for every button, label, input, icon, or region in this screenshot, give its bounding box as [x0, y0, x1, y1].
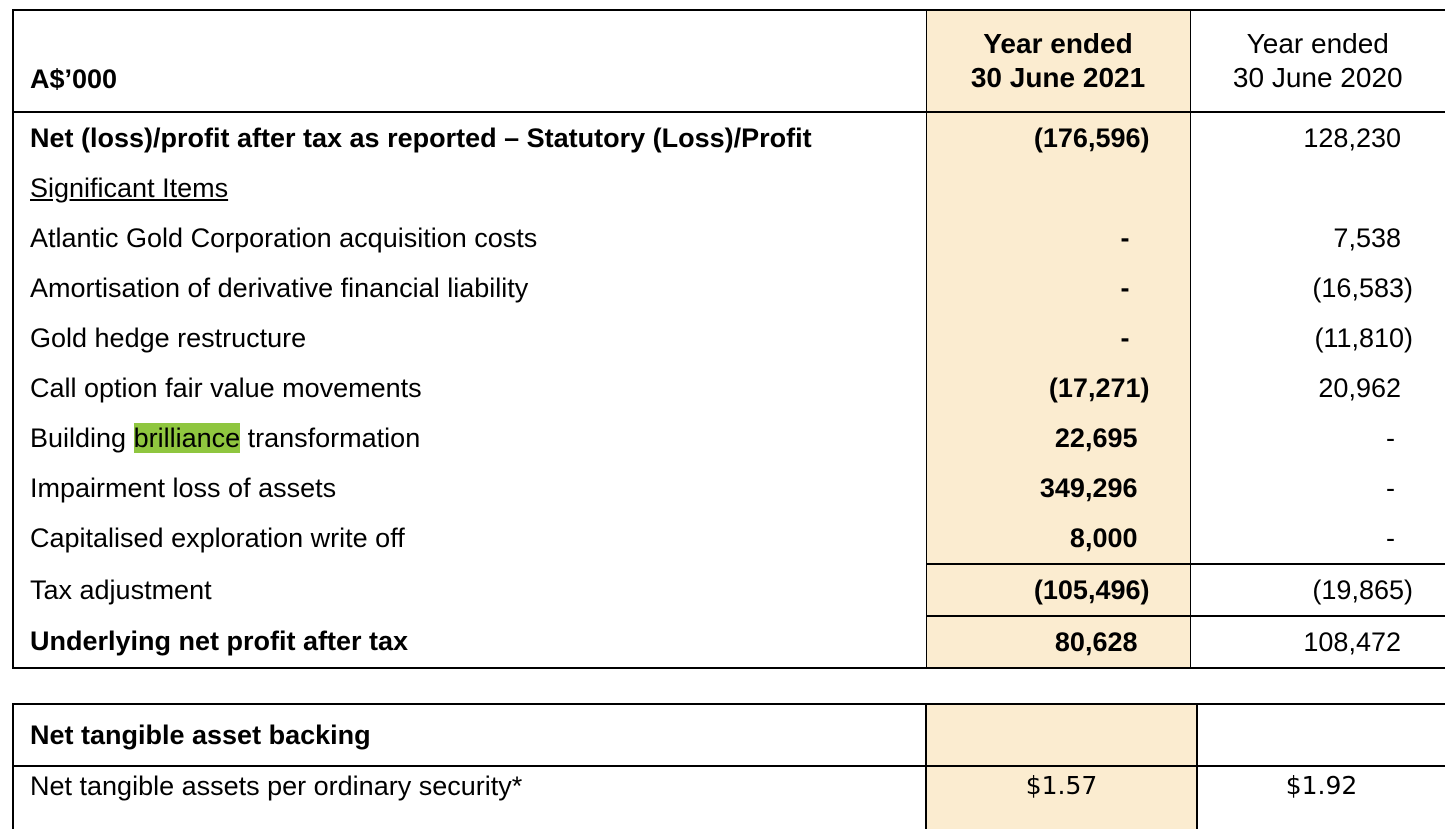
value-2021: 349,296: [926, 463, 1190, 513]
nta-backing-table: [12, 703, 1445, 829]
value-2021: -: [926, 213, 1190, 263]
row-label: Gold hedge restructure: [13, 313, 926, 363]
value-2020: (11,810): [1190, 313, 1445, 363]
table-row: [13, 766, 1445, 829]
column-header-2021-line1: Year ended: [927, 27, 1190, 61]
table-header-row: [13, 10, 1445, 112]
table-row: [13, 313, 1445, 363]
column-header-2020-line1: Year ended: [1191, 27, 1445, 61]
table-row: [13, 263, 1445, 313]
table-row: [13, 213, 1445, 263]
nta-header-2021-cell: [926, 704, 1197, 766]
table-row: [13, 564, 1445, 616]
value-2020: 128,230: [1190, 112, 1445, 163]
row-label: Call option fair value movements: [13, 363, 926, 413]
value-2020: -: [1190, 463, 1445, 513]
row-label-part: Building: [30, 423, 134, 453]
value-2020: 108,472: [1190, 616, 1445, 668]
value-2021: -: [926, 313, 1190, 363]
nta-value-2020: $1.92: [1197, 766, 1445, 829]
table-row: [13, 413, 1445, 463]
row-label: Capitalised exploration write off: [13, 513, 926, 564]
column-header-2021-line2: 30 June 2021: [927, 61, 1190, 95]
value-2021: 80,628: [926, 616, 1190, 668]
value-2020: -: [1190, 513, 1445, 564]
column-header-2020-line2: 30 June 2020: [1191, 61, 1445, 95]
column-header-2020: [1190, 10, 1445, 112]
row-label: Amortisation of derivative financial liability: [13, 263, 926, 313]
value-2021: -: [926, 263, 1190, 313]
table-row: [13, 513, 1445, 564]
currency-unit-label: A$’000: [13, 10, 926, 112]
table-row: [13, 112, 1445, 163]
row-label-part: transformation: [240, 423, 420, 453]
nta-title: Net tangible asset backing: [13, 704, 926, 766]
nta-header-row: [13, 704, 1445, 766]
row-label: Atlantic Gold Corporation acquisition costs: [13, 213, 926, 263]
value-2020: -: [1190, 413, 1445, 463]
table-row: [13, 163, 1445, 213]
row-label: Net (loss)/profit after tax as reported – Statutory (Loss)/Profit: [13, 112, 926, 163]
column-header-2021: [926, 10, 1190, 112]
row-label: Underlying net profit after tax: [13, 616, 926, 668]
value-2021: 8,000: [926, 513, 1190, 564]
row-label: [13, 413, 926, 463]
row-label: Net tangible assets per ordinary security*: [13, 766, 926, 829]
value-2021: [926, 163, 1190, 213]
section-heading-significant-items: Significant Items: [30, 173, 228, 203]
table-row-total: [13, 616, 1445, 668]
row-label: Impairment loss of assets: [13, 463, 926, 513]
value-2020: 20,962: [1190, 363, 1445, 413]
value-2020: 7,538: [1190, 213, 1445, 263]
value-2020: [1190, 163, 1445, 213]
table-row: [13, 463, 1445, 513]
underlying-profit-table: [12, 9, 1445, 669]
value-2020: (19,865): [1190, 564, 1445, 616]
table-row: [13, 363, 1445, 413]
highlighted-word: brilliance: [134, 423, 241, 453]
value-2020: (16,583): [1190, 263, 1445, 313]
value-2021: (105,496): [926, 564, 1190, 616]
value-2021: 22,695: [926, 413, 1190, 463]
nta-value-2021: $1.57: [926, 766, 1197, 829]
nta-header-2020-cell: [1197, 704, 1445, 766]
value-2021: (17,271): [926, 363, 1190, 413]
value-2021: (176,596): [926, 112, 1190, 163]
row-label: Tax adjustment: [13, 564, 926, 616]
row-label: [13, 163, 926, 213]
